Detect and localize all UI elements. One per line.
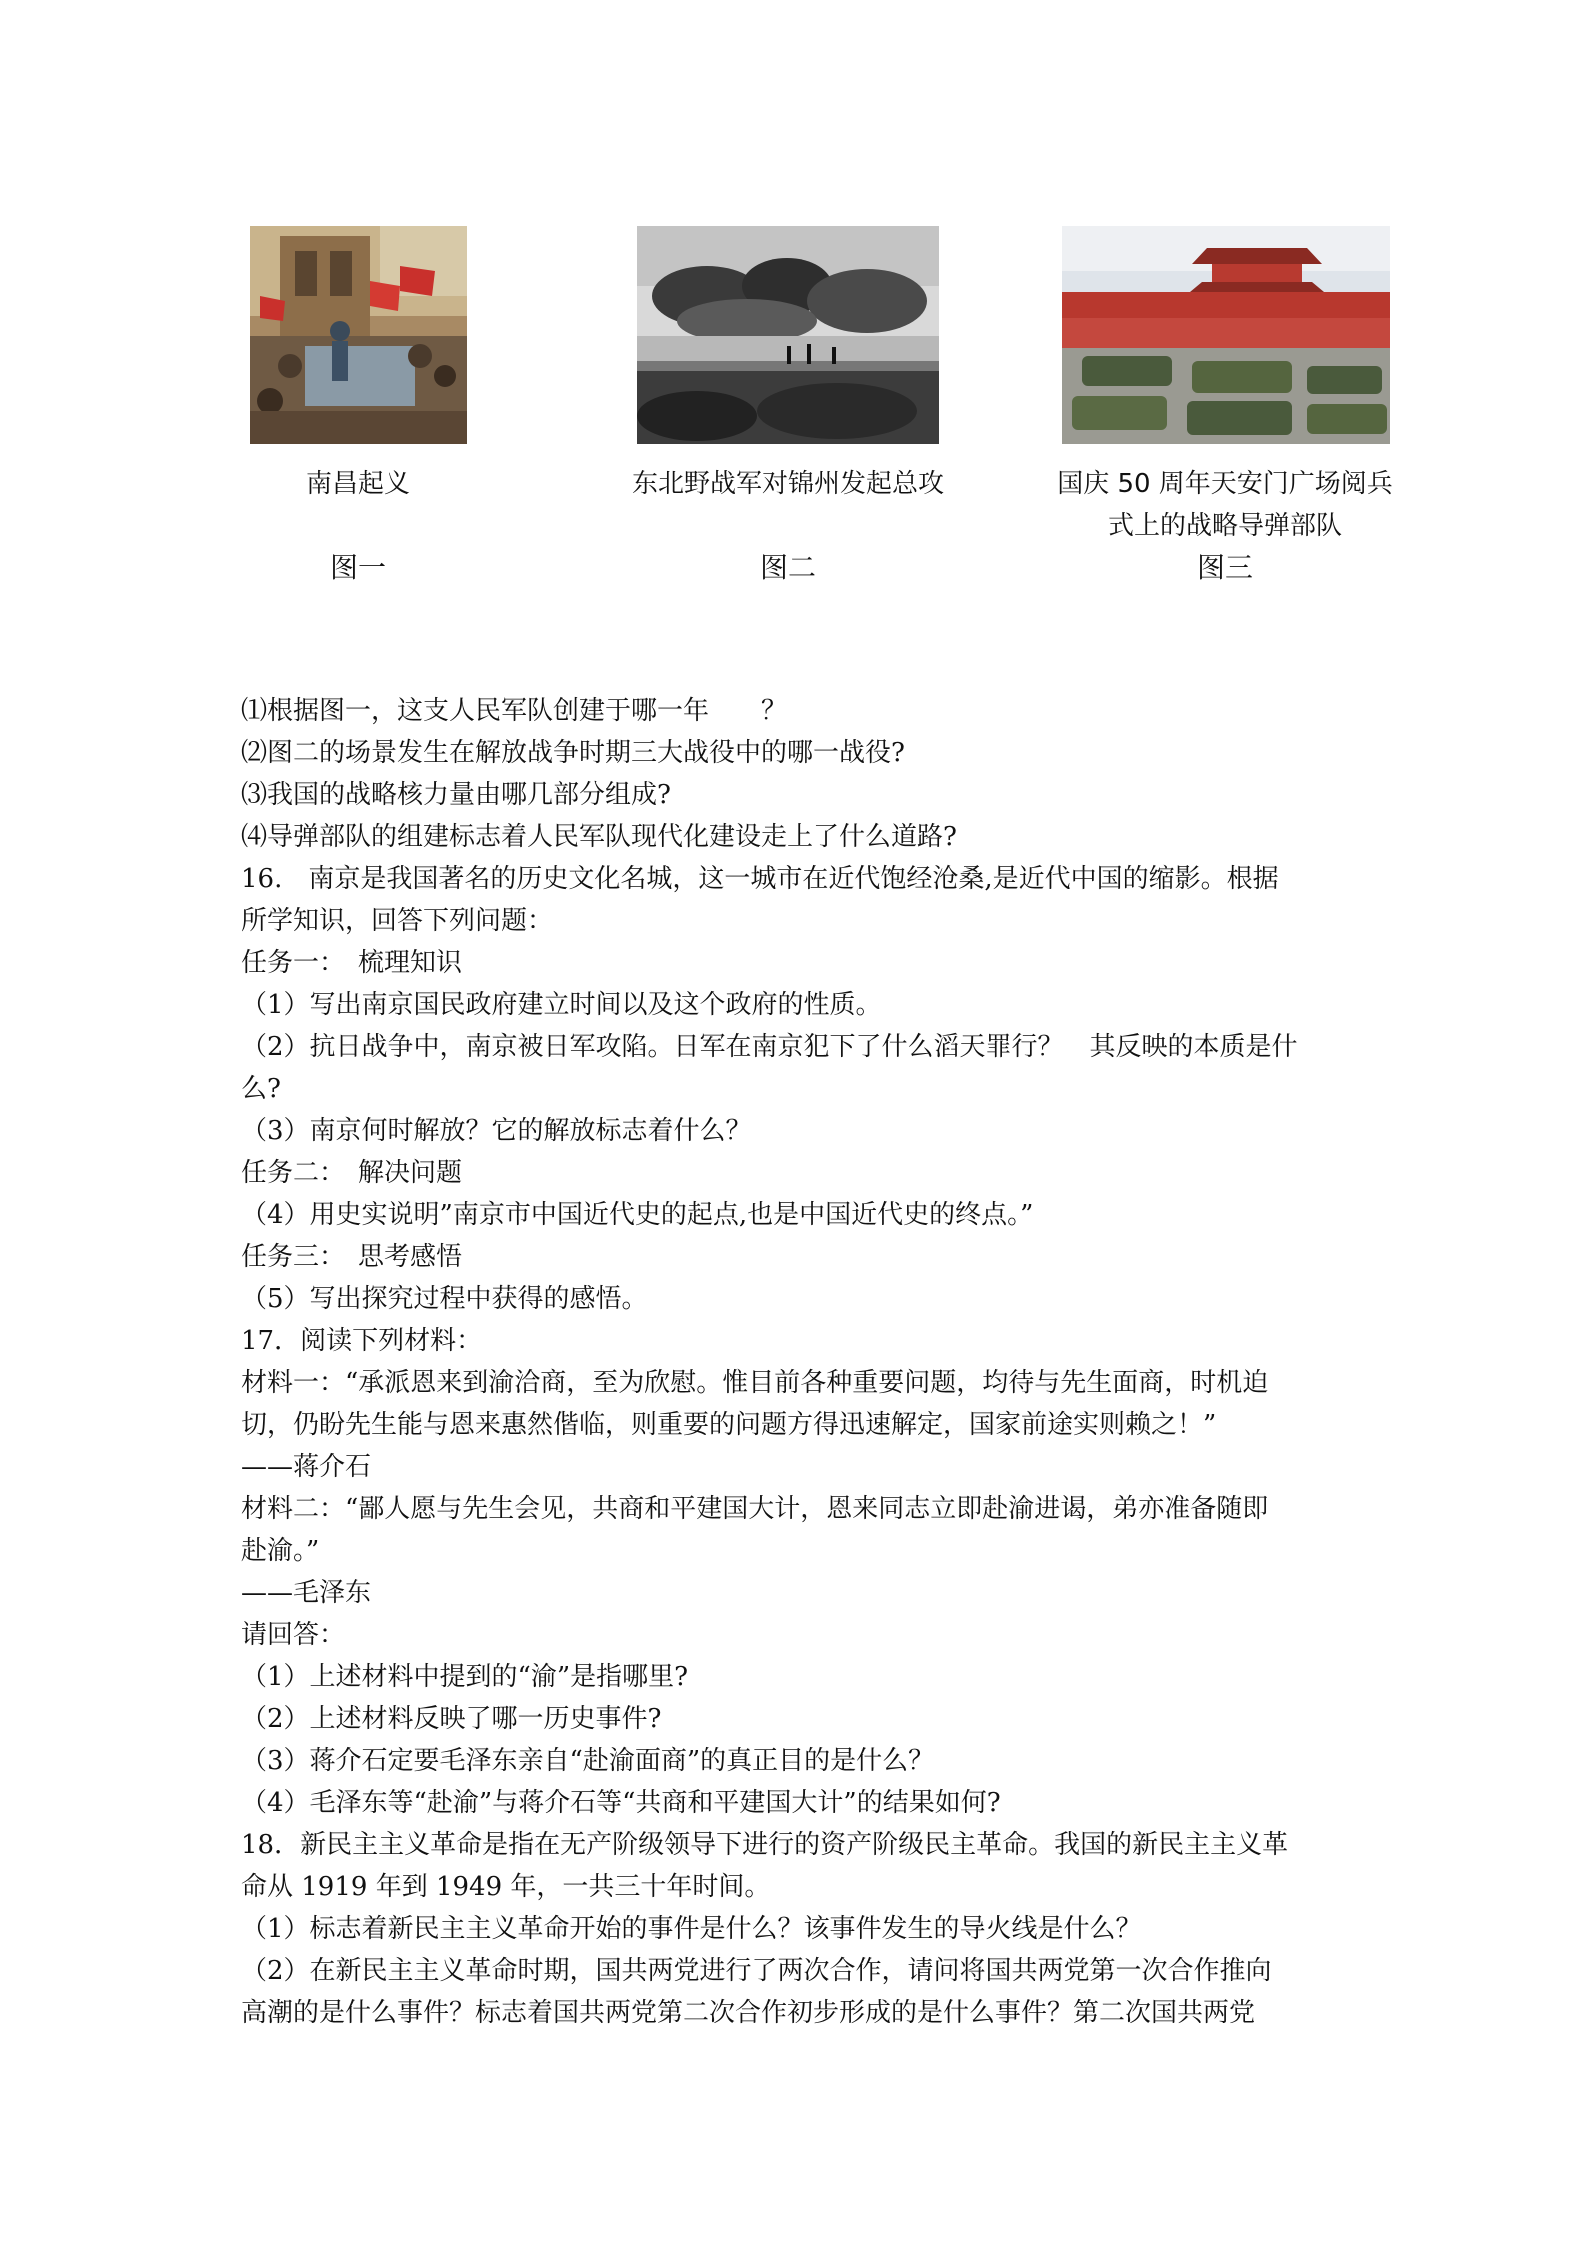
figure-2-caption: 东北野战军对锦州发起总攻 xyxy=(631,469,944,499)
q18-intro-line-1: 18．新民主主义革命是指在无产阶级领导下进行的资产阶级民主革命。我国的新民主主义革 xyxy=(241,1830,1289,1860)
q16-task-3-heading: 任务三： 思考感悟 xyxy=(241,1242,463,1272)
q16-task-1-heading: 任务一： 梳理知识 xyxy=(241,948,463,978)
photo-tiananmen-parade-icon xyxy=(1062,226,1390,444)
q18-intro-line-2: 命从 1919 年到 1949 年，一共三十年时间。 xyxy=(241,1872,771,1902)
figure-3-label: 图三 xyxy=(1196,551,1253,584)
q16-task-1-item: （3）南京何时解放？它的解放标志着什么？ xyxy=(241,1116,752,1146)
q17-material-2-line-1: 材料二：“鄙人愿与先生会见，共商和平建国大计，恩来同志立即赴渝进谒，弟亦准备随即 xyxy=(241,1494,1269,1524)
q18-item: 高潮的是什么事件？标志着国共两党第二次合作初步形成的是什么事件？第二次国共两党 xyxy=(241,1998,1256,2028)
q17-intro: 17．阅读下列材料： xyxy=(241,1326,483,1356)
figure-2-label: 图二 xyxy=(759,551,816,584)
q16-intro-line-1: 16. 南京是我国著名的历史文化名城，这一城市在近代饱经沧桑,是近代中国的缩影。根据 xyxy=(241,864,1279,894)
q15-question-2: ⑵图二的场景发生在解放战争时期三大战役中的哪一战役? xyxy=(241,738,905,768)
photo-jinzhou-battle-icon xyxy=(637,226,939,444)
figure-row xyxy=(0,226,1586,606)
q17-item: （1）上述材料中提到的“渝”是指哪里? xyxy=(241,1662,689,1692)
tiananmen-parade-photo xyxy=(1062,226,1390,444)
q16-intro-line-2: 所学知识，回答下列问题： xyxy=(241,906,554,936)
figure-3-caption-line-2: 式上的战略导弹部队 xyxy=(1107,511,1342,541)
q17-material-1-line-2: 切，仍盼先生能与恩来惠然偕临，则重要的问题方得迅速解定，国家前途实则赖之！” xyxy=(241,1410,1217,1440)
nanchang-uprising-painting xyxy=(250,226,467,444)
q17-item: （2）上述材料反映了哪一历史事件? xyxy=(241,1704,662,1734)
painting-nanchang-uprising-icon xyxy=(250,226,467,444)
q16-task-3-item: （5）写出探究过程中获得的感悟。 xyxy=(241,1284,648,1314)
figure-1-caption: 南昌起义 xyxy=(305,469,410,499)
q17-material-1-line-1: 材料一：“承派恩来到渝洽商，至为欣慰。惟目前各种重要问题，均待与先生面商，时机迫 xyxy=(241,1368,1269,1398)
q16-task-1-item: （2）抗日战争中，南京被日军攻陷。日军在南京犯下了什么滔天罪行？ 其反映的本质是什 xyxy=(241,1032,1298,1062)
q18-item: （1）标志着新民主主义革命开始的事件是什么？该事件发生的导火线是什么？ xyxy=(241,1914,1142,1944)
q15-question-3: ⑶我国的战略核力量由哪几部分组成? xyxy=(241,780,671,810)
figure-1-label: 图一 xyxy=(329,551,386,584)
figure-3-caption-line-1: 国庆 50 周年天安门广场阅兵 xyxy=(1057,469,1393,499)
q17-material-2-line-2: 赴渝。” xyxy=(241,1536,320,1566)
q16-task-1-item: 么? xyxy=(241,1074,281,1104)
q18-item: （2）在新民主主义革命时期，国共两党进行了两次合作，请问将国共两党第一次合作推向 xyxy=(241,1956,1272,1986)
q16-task-2-item: （4）用史实说明”南京市中国近代史的起点,也是中国近代史的终点。” xyxy=(241,1200,1034,1230)
questions-body xyxy=(241,690,1356,2034)
q17-item: （4）毛泽东等“赴渝”与蒋介石等“共商和平建国大计”的结果如何? xyxy=(241,1788,1001,1818)
q17-source-1: ——蒋介石 xyxy=(241,1452,372,1482)
q15-question-1: ⑴根据图一，这支人民军队创建于哪一年 ？ xyxy=(241,696,788,726)
q16-task-2-heading: 任务二： 解决问题 xyxy=(241,1158,463,1188)
q16-task-1-item: （1）写出南京国民政府建立时间以及这个政府的性质。 xyxy=(241,990,882,1020)
q17-source-2: ——毛泽东 xyxy=(241,1578,372,1608)
q17-item: （3）蒋介石定要毛泽东亲自“赴渝面商”的真正目的是什么？ xyxy=(241,1746,935,1776)
q15-question-4: ⑷导弹部队的组建标志着人民军队现代化建设走上了什么道路? xyxy=(241,822,957,852)
q17-prompt: 请回答： xyxy=(241,1620,346,1650)
jinzhou-battle-photo xyxy=(637,226,939,444)
